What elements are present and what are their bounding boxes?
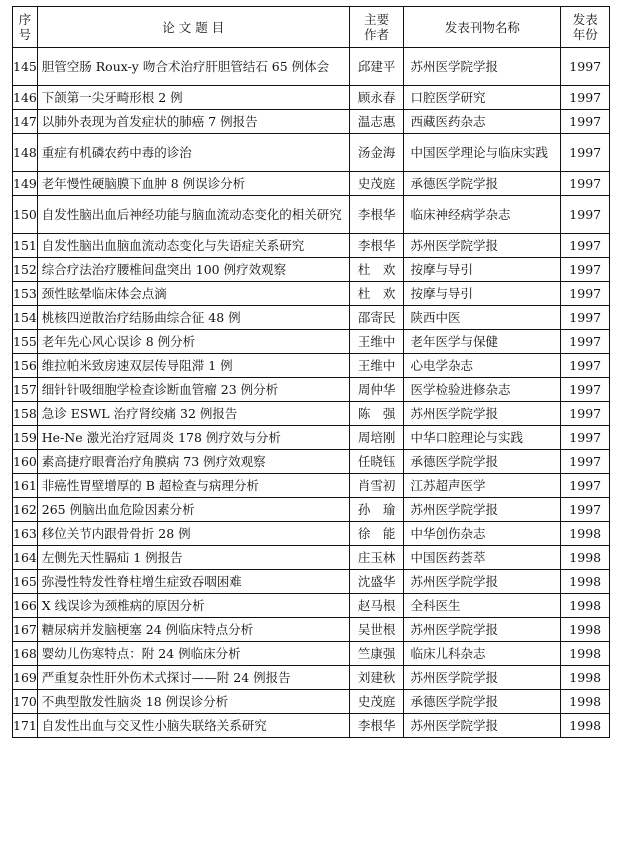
row-number: 164 (13, 546, 38, 570)
row-number: 160 (13, 450, 38, 474)
table-body (13, 48, 610, 738)
table-row (13, 306, 610, 330)
row-title: 糖尿病并发脑梗塞 24 例临床特点分析 (37, 618, 349, 642)
table-row (13, 330, 610, 354)
row-title: 老年慢性硬脑膜下血肿 8 例误诊分析 (37, 172, 349, 196)
row-author: 任晓钰 (349, 450, 404, 474)
row-author: 杜 欢 (349, 258, 404, 282)
row-title: 老年先心风心误诊 8 例分析 (37, 330, 349, 354)
row-number: 170 (13, 690, 38, 714)
row-title: 素高捷疗眼膏治疗角膜病 73 例疗效观察 (37, 450, 349, 474)
row-year: 1997 (561, 450, 610, 474)
row-title: 自发性脑出血后神经功能与脑血流动态变化的相关研究 (37, 196, 349, 234)
row-journal: 中国医药荟萃 (404, 546, 561, 570)
row-journal: 按摩与导引 (404, 258, 561, 282)
table-row (13, 594, 610, 618)
row-number: 148 (13, 134, 38, 172)
row-number: 151 (13, 234, 38, 258)
table-row (13, 402, 610, 426)
row-year: 1997 (561, 426, 610, 450)
table-row (13, 172, 610, 196)
row-year: 1997 (561, 234, 610, 258)
row-title: 自发性脑出血脑血流动态变化与失语症关系研究 (37, 234, 349, 258)
row-year: 1997 (561, 378, 610, 402)
row-journal: 临床儿科杂志 (404, 642, 561, 666)
table-row (13, 110, 610, 134)
row-title: 颈性眩晕临床体会点滴 (37, 282, 349, 306)
row-title: 综合疗法治疗腰椎间盘突出 100 例疗效观察 (37, 258, 349, 282)
row-year: 1997 (561, 110, 610, 134)
table-row (13, 642, 610, 666)
row-number: 153 (13, 282, 38, 306)
row-year: 1997 (561, 498, 610, 522)
header-author: 主要 作者 (349, 7, 404, 48)
row-journal: 苏州医学院学报 (404, 666, 561, 690)
row-journal: 老年医学与保健 (404, 330, 561, 354)
row-journal: 苏州医学院学报 (404, 402, 561, 426)
row-year: 1997 (561, 354, 610, 378)
row-journal: 苏州医学院学报 (404, 618, 561, 642)
row-title: 严重复杂性肝外伤术式探讨——附 24 例报告 (37, 666, 349, 690)
paper-list-table (12, 6, 610, 738)
row-number: 157 (13, 378, 38, 402)
table-row (13, 234, 610, 258)
row-number: 165 (13, 570, 38, 594)
row-year: 1998 (561, 522, 610, 546)
row-title: 不典型散发性脑炎 18 例误诊分析 (37, 690, 349, 714)
row-author: 邱建平 (349, 48, 404, 86)
row-number: 167 (13, 618, 38, 642)
row-number: 156 (13, 354, 38, 378)
row-number: 168 (13, 642, 38, 666)
row-title: 下颌第一尖牙畸形根 2 例 (37, 86, 349, 110)
table-row (13, 450, 610, 474)
row-year: 1997 (561, 172, 610, 196)
row-author: 邵寄民 (349, 306, 404, 330)
row-number: 166 (13, 594, 38, 618)
row-journal: 苏州医学院学报 (404, 714, 561, 738)
row-author: 李根华 (349, 234, 404, 258)
row-number: 147 (13, 110, 38, 134)
row-author: 吴世根 (349, 618, 404, 642)
table-row (13, 48, 610, 86)
row-year: 1997 (561, 402, 610, 426)
table-row (13, 378, 610, 402)
row-year: 1998 (561, 642, 610, 666)
table-row (13, 498, 610, 522)
row-title: 重症有机磷农药中毒的诊治 (37, 134, 349, 172)
table-row (13, 426, 610, 450)
row-number: 146 (13, 86, 38, 110)
row-journal: 临床神经病学杂志 (404, 196, 561, 234)
row-year: 1997 (561, 330, 610, 354)
row-number: 163 (13, 522, 38, 546)
row-title: 自发性出血与交叉性小脑失联络关系研究 (37, 714, 349, 738)
row-journal: 西藏医药杂志 (404, 110, 561, 134)
row-number: 161 (13, 474, 38, 498)
row-author: 杜 欢 (349, 282, 404, 306)
table-row (13, 258, 610, 282)
table-row (13, 570, 610, 594)
row-journal: 口腔医学研究 (404, 86, 561, 110)
row-year: 1998 (561, 666, 610, 690)
table-row (13, 474, 610, 498)
row-year: 1997 (561, 306, 610, 330)
row-author: 汤金海 (349, 134, 404, 172)
row-title: 以肺外表现为首发症状的肺癌 7 例报告 (37, 110, 349, 134)
row-year: 1997 (561, 48, 610, 86)
row-journal: 陕西中医 (404, 306, 561, 330)
row-title: 265 例脑出血危险因素分析 (37, 498, 349, 522)
row-author: 赵马根 (349, 594, 404, 618)
row-title: 细针针吸细胞学检查诊断血管瘤 23 例分析 (37, 378, 349, 402)
row-author: 刘建秋 (349, 666, 404, 690)
table-row (13, 714, 610, 738)
row-number: 158 (13, 402, 38, 426)
row-number: 169 (13, 666, 38, 690)
row-journal: 全科医生 (404, 594, 561, 618)
row-author: 陈 强 (349, 402, 404, 426)
row-number: 159 (13, 426, 38, 450)
row-year: 1997 (561, 86, 610, 110)
row-title: X 线误诊为颈椎病的原因分析 (37, 594, 349, 618)
row-number: 150 (13, 196, 38, 234)
row-number: 155 (13, 330, 38, 354)
row-title: He-Ne 激光治疗冠周炎 178 例疗效与分析 (37, 426, 349, 450)
table-row (13, 690, 610, 714)
row-year: 1997 (561, 134, 610, 172)
row-journal: 苏州医学院学报 (404, 498, 561, 522)
row-author: 沈盛华 (349, 570, 404, 594)
row-journal: 苏州医学院学报 (404, 48, 561, 86)
table-row (13, 134, 610, 172)
row-author: 王维中 (349, 330, 404, 354)
row-title: 维拉帕米致房速双层传导阻滞 1 例 (37, 354, 349, 378)
row-author: 李根华 (349, 714, 404, 738)
row-author: 肖雪初 (349, 474, 404, 498)
row-author: 温志惠 (349, 110, 404, 134)
row-title: 胆管空肠 Roux-y 吻合术治疗肝胆管结石 65 例体会 (37, 48, 349, 86)
row-author: 徐 能 (349, 522, 404, 546)
row-journal: 承德医学院学报 (404, 450, 561, 474)
row-journal: 医学检验进修杂志 (404, 378, 561, 402)
table-row (13, 666, 610, 690)
table-row (13, 282, 610, 306)
row-author: 李根华 (349, 196, 404, 234)
row-author: 庄玉林 (349, 546, 404, 570)
row-number: 171 (13, 714, 38, 738)
row-year: 1997 (561, 258, 610, 282)
header-no: 序 号 (13, 7, 38, 48)
row-journal: 苏州医学院学报 (404, 570, 561, 594)
row-journal: 承德医学院学报 (404, 690, 561, 714)
row-number: 145 (13, 48, 38, 86)
row-title: 非癌性胃壁增厚的 B 超检查与病理分析 (37, 474, 349, 498)
row-number: 154 (13, 306, 38, 330)
row-author: 周培刚 (349, 426, 404, 450)
row-year: 1998 (561, 570, 610, 594)
row-year: 1997 (561, 282, 610, 306)
row-year: 1998 (561, 618, 610, 642)
row-author: 史茂庭 (349, 172, 404, 196)
row-journal: 承德医学院学报 (404, 172, 561, 196)
table-row (13, 354, 610, 378)
row-journal: 中国医学理论与临床实践 (404, 134, 561, 172)
row-title: 弥漫性特发性脊柱增生症致吞咽困难 (37, 570, 349, 594)
row-journal: 按摩与导引 (404, 282, 561, 306)
row-year: 1998 (561, 546, 610, 570)
row-journal: 苏州医学院学报 (404, 234, 561, 258)
row-year: 1997 (561, 474, 610, 498)
row-title: 急诊 ESWL 治疗肾绞痛 32 例报告 (37, 402, 349, 426)
header-title: 论 文 题 目 (37, 7, 349, 48)
row-author: 孙 瑜 (349, 498, 404, 522)
row-number: 152 (13, 258, 38, 282)
row-number: 162 (13, 498, 38, 522)
row-year: 1998 (561, 594, 610, 618)
row-year: 1997 (561, 196, 610, 234)
row-journal: 心电学杂志 (404, 354, 561, 378)
row-year: 1998 (561, 690, 610, 714)
row-journal: 中华创伤杂志 (404, 522, 561, 546)
row-author: 周仲华 (349, 378, 404, 402)
row-number: 149 (13, 172, 38, 196)
row-author: 顾永春 (349, 86, 404, 110)
row-author: 史茂庭 (349, 690, 404, 714)
row-title: 婴幼儿伤寒特点：附 24 例临床分析 (37, 642, 349, 666)
header-journal: 发表刊物名称 (404, 7, 561, 48)
row-title: 左侧先天性膈疝 1 例报告 (37, 546, 349, 570)
row-title: 移位关节内跟骨骨折 28 例 (37, 522, 349, 546)
row-journal: 江苏超声医学 (404, 474, 561, 498)
row-year: 1998 (561, 714, 610, 738)
table-row (13, 618, 610, 642)
row-title: 桃核四逆散治疗结肠曲综合征 48 例 (37, 306, 349, 330)
table-row (13, 196, 610, 234)
header-year: 发表 年份 (561, 7, 610, 48)
table-header-row (13, 7, 610, 48)
table-row (13, 546, 610, 570)
row-journal: 中华口腔理论与实践 (404, 426, 561, 450)
row-author: 王维中 (349, 354, 404, 378)
row-author: 竺康强 (349, 642, 404, 666)
table-row (13, 86, 610, 110)
table-row (13, 522, 610, 546)
